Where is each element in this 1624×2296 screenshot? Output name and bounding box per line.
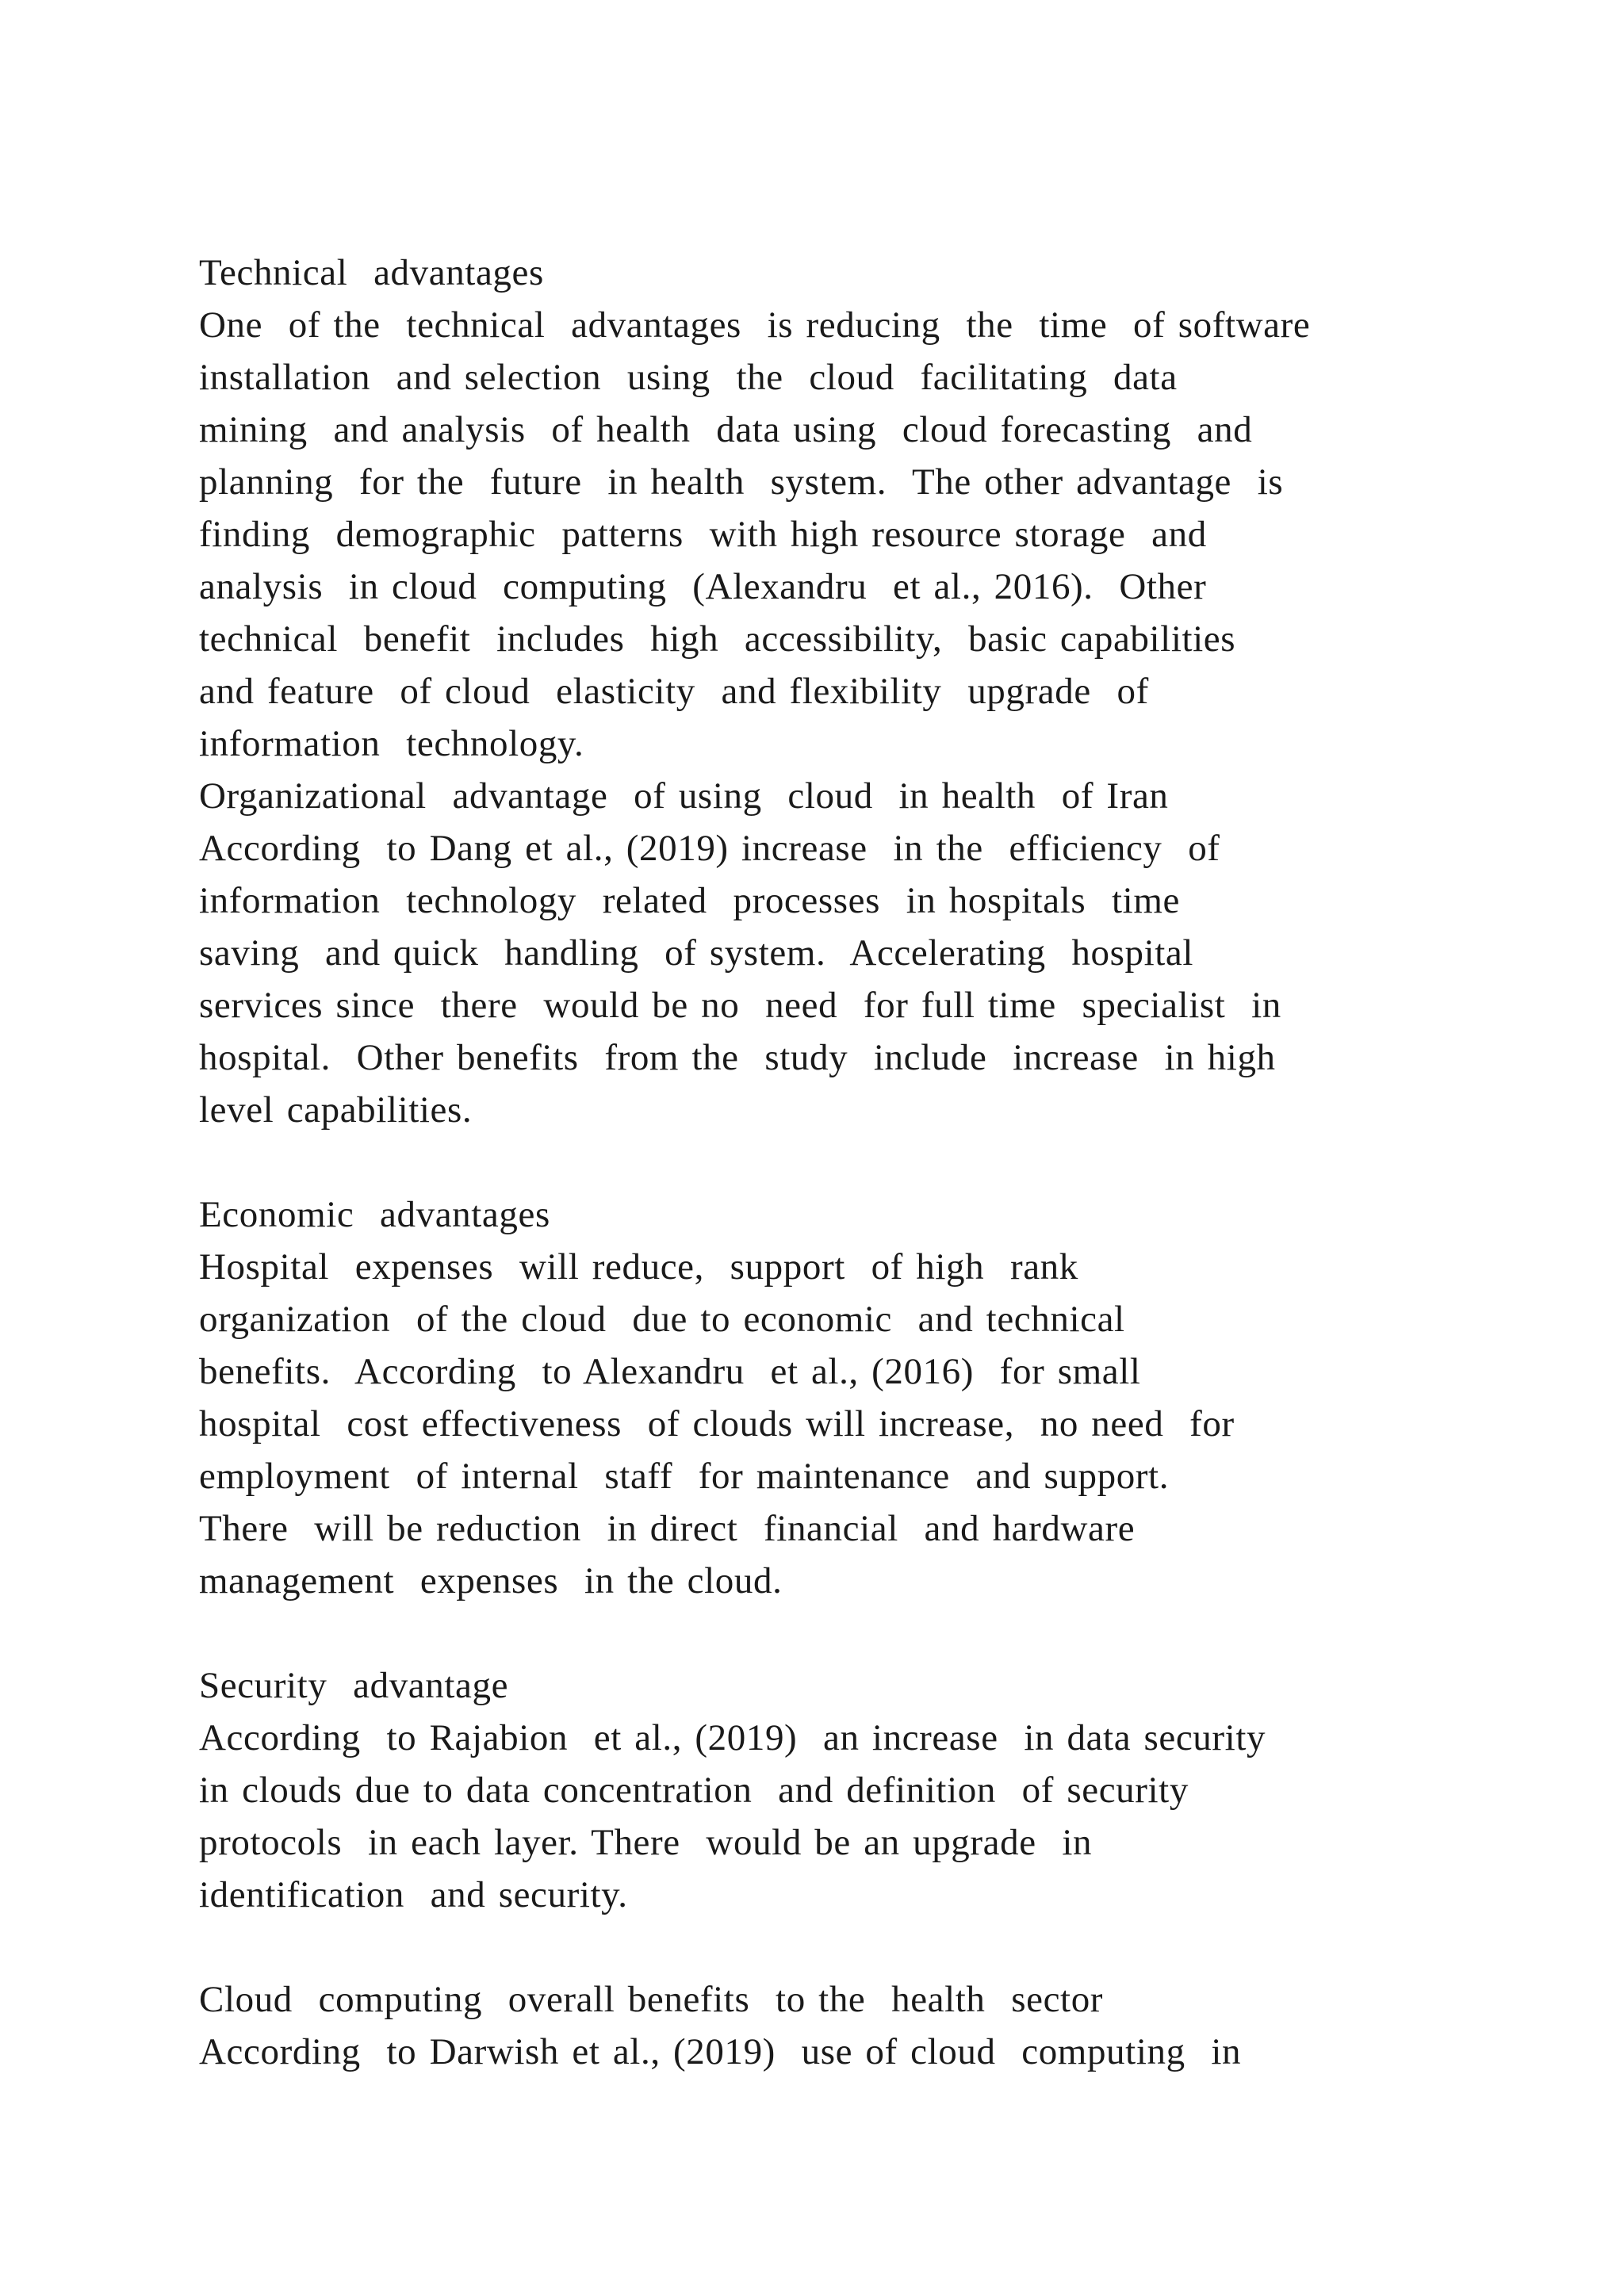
paragraph-line: One of the technical advantages is reducing the time of software [199, 304, 1311, 346]
paragraph-line: saving and quick handling of system. Accelerating hospital [199, 932, 1194, 974]
paragraph-line: information technology. [199, 723, 584, 764]
paragraph-line: installation and selection using the cloud facilitating data [199, 357, 1178, 398]
paragraph-gap [199, 1607, 1507, 1659]
paragraph-line: organization of the cloud due to economic and technical [199, 1299, 1125, 1340]
paragraph-line: hospital. Other benefits from the study include increase in high [199, 1037, 1276, 1078]
paragraph-line: employment of internal staff for maintenance and support. [199, 1456, 1170, 1497]
paragraph-line: mining and analysis of health data using cloud forecasting and [199, 409, 1253, 450]
paragraph-line: protocols in each layer. There would be an upgrade in [199, 1822, 1093, 1863]
paragraph-line: There will be reduction in direct financial and hardware [199, 1508, 1136, 1549]
paragraph-line: planning for the future in health system. The other advantage is [199, 461, 1284, 503]
paragraph-line: Hospital expenses will reduce, support of high rank [199, 1246, 1078, 1288]
paragraph-line: management expenses in the cloud. [199, 1560, 783, 1601]
paragraph-line: According to Darwish et al., (2019) use of cloud computing in [199, 2031, 1242, 2072]
section-heading-economic: Economic advantages [199, 1194, 550, 1235]
paragraph-line: services since there would be no need for full time specialist in [199, 985, 1281, 1026]
paragraph-gap [199, 1921, 1507, 1973]
paragraph-line: technical benefit includes high accessibility, basic capabilities [199, 618, 1236, 660]
paragraph-line: benefits. According to Alexandru et al., (2016) for small [199, 1351, 1141, 1392]
paragraph-line: finding demographic patterns with high resource storage and [199, 514, 1207, 555]
section-heading-overall-benefits: Cloud computing overall benefits to the health sector [199, 1979, 1104, 2020]
paragraph-line: analysis in cloud computing (Alexandru et al., 2016). Other [199, 566, 1207, 607]
document-body [199, 247, 1507, 2078]
paragraph-line: information technology related processes in hospitals time [199, 880, 1180, 921]
paragraph-line: and feature of cloud elasticity and flexibility upgrade of [199, 671, 1149, 712]
paragraph-line: in clouds due to data concentration and definition of security [199, 1770, 1189, 1811]
section-heading-technical: Technical advantages [199, 252, 544, 293]
paragraph-gap [199, 1136, 1507, 1188]
paragraph-line: hospital cost effectiveness of clouds will increase, no need for [199, 1403, 1235, 1445]
paragraph-line: According to Dang et al., (2019) increase in the efficiency of [199, 828, 1220, 869]
paragraph-line: level capabilities. [199, 1089, 473, 1131]
section-heading-organizational: Organizational advantage of using cloud in health of Iran [199, 775, 1169, 817]
section-heading-security: Security advantage [199, 1665, 509, 1706]
paragraph-line: According to Rajabion et al., (2019) an increase in data security [199, 1717, 1266, 1758]
paragraph-line: identification and security. [199, 1874, 628, 1915]
